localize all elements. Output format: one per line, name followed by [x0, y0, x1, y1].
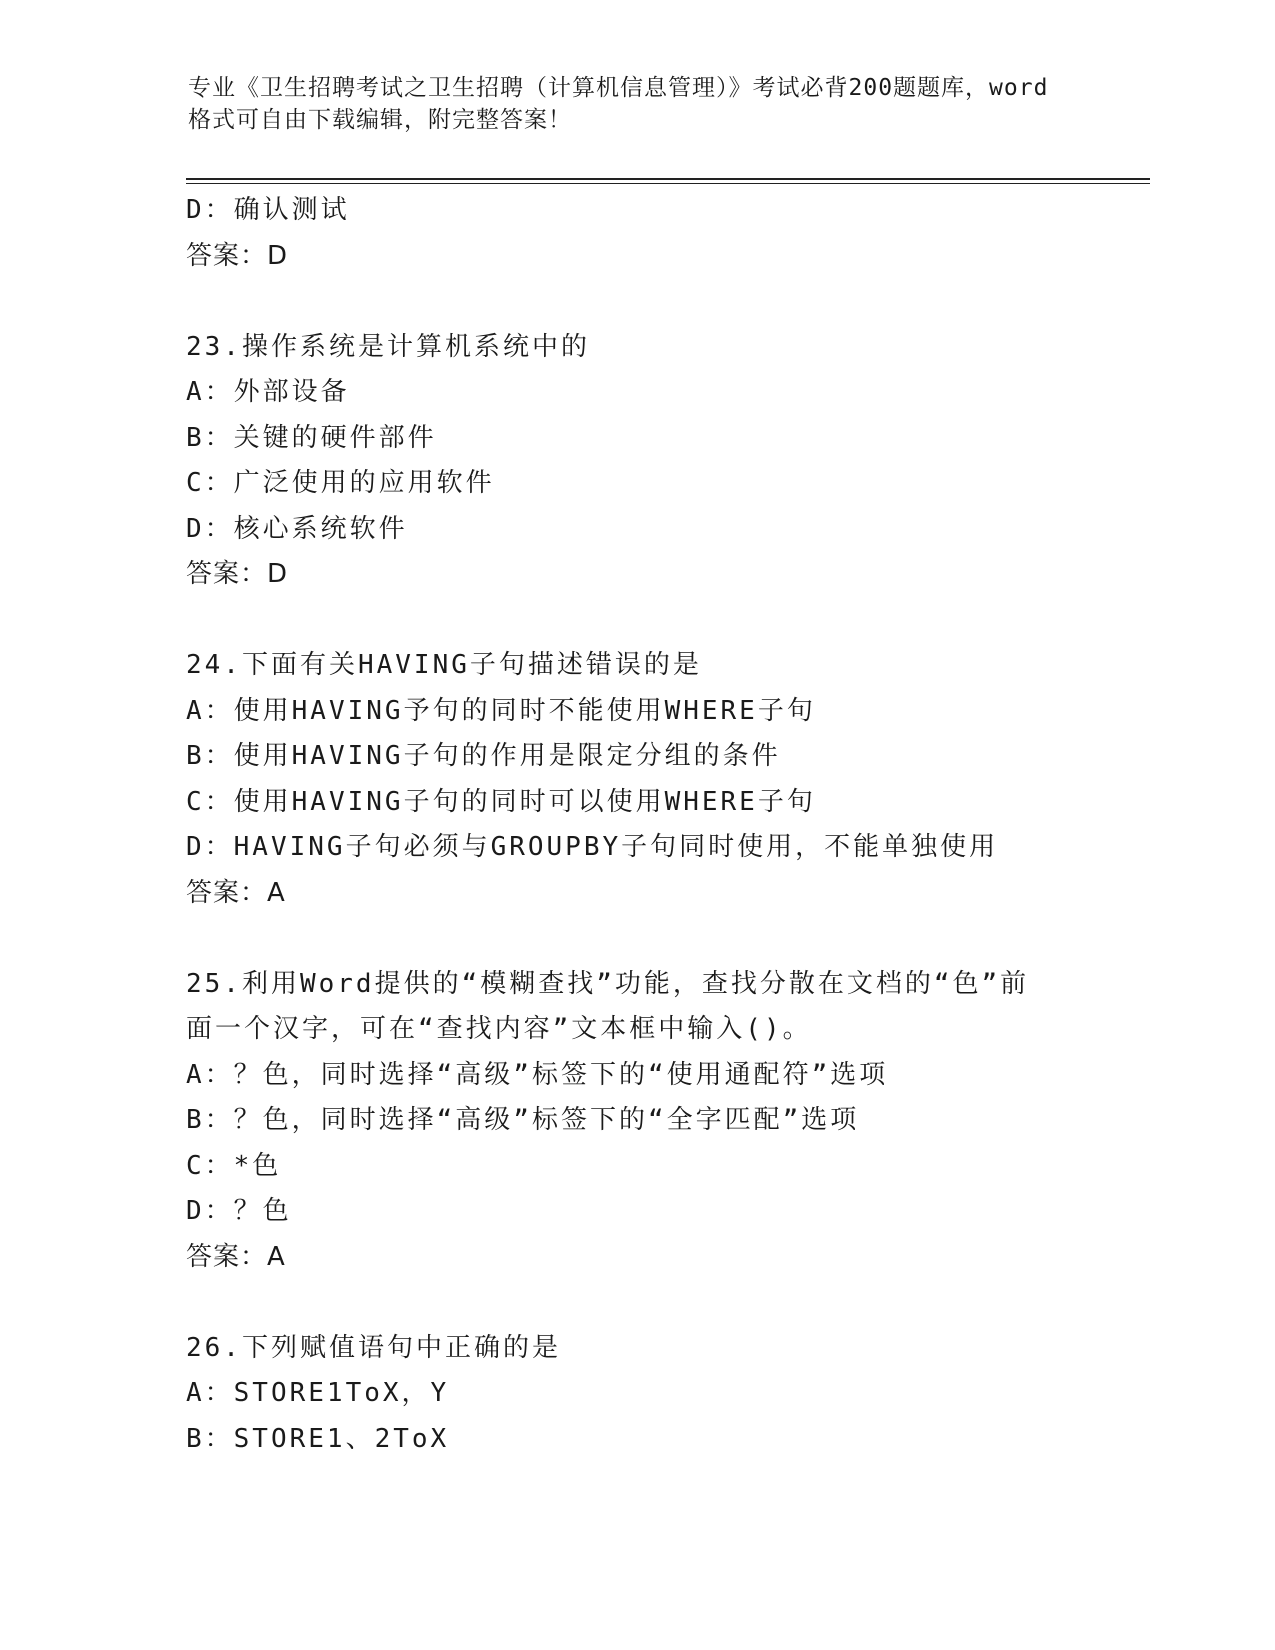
option-d: D：？色	[186, 1196, 292, 1226]
question-24	[186, 643, 1186, 916]
header-divider-thin	[186, 183, 1150, 184]
option-a: A：？色，同时选择“高级”标签下的“使用通配符”选项	[186, 1059, 889, 1090]
header-line-2: 格式可自由下载编辑，附完整答案！	[188, 107, 572, 133]
option-c: C：使用HAVING子句的同时可以使用WHERE子句	[186, 786, 816, 817]
option-d: D：确认测试	[186, 195, 350, 225]
option-b: B：关键的硬件部件	[186, 422, 437, 453]
option-b: B：使用HAVING子句的作用是限定分组的条件	[186, 741, 781, 771]
header-divider-thick	[186, 178, 1150, 180]
question-text: 24.下面有关HAVING子句描述错误的是	[186, 650, 702, 680]
option-c: C：广泛使用的应用软件	[186, 468, 495, 498]
question-23	[186, 325, 1186, 598]
option-b: B：？色，同时选择“高级”标签下的“全字匹配”选项	[186, 1105, 860, 1135]
question-text: 23.操作系统是计算机系统中的	[186, 331, 590, 362]
spacer	[186, 598, 1186, 644]
answer-label: 答案：D	[186, 559, 289, 589]
question-26	[186, 1326, 1186, 1463]
spacer	[186, 916, 1186, 962]
option-a: A：外部设备	[186, 377, 350, 407]
question-25	[186, 962, 1186, 1281]
answer-label: 答案：D	[186, 240, 289, 271]
option-a: A：STORE1ToX，Y	[186, 1378, 450, 1408]
option-b: B：STORE1、2ToX	[186, 1423, 450, 1454]
spacer	[186, 279, 1186, 325]
answer-label: 答案：A	[186, 1241, 286, 1272]
option-a: A：使用HAVING予句的同时不能使用WHERE子句	[186, 695, 816, 726]
option-d: D：核心系统软件	[186, 513, 408, 544]
question-text: 26.下列赋值语句中正确的是	[186, 1332, 561, 1363]
question-22-tail	[186, 188, 1186, 279]
question-text-line-2: 面一个汉字，可在“查找内容”文本框中输入()。	[186, 1014, 812, 1044]
option-d: D：HAVING子句必须与GROUPBY子句同时使用，不能单独使用	[186, 832, 999, 862]
question-text-line-1: 25.利用Word提供的“模糊查找”功能，查找分散在文档的“色”前	[186, 968, 1030, 999]
document-header	[188, 72, 1098, 136]
answer-label: 答案：A	[186, 877, 286, 908]
question-list	[186, 188, 1186, 1462]
option-c: C：*色	[186, 1150, 282, 1181]
header-line-1: 专业《卫生招聘考试之卫生招聘（计算机信息管理）》考试必背200题题库，word	[188, 75, 1049, 101]
spacer	[186, 1280, 1186, 1326]
